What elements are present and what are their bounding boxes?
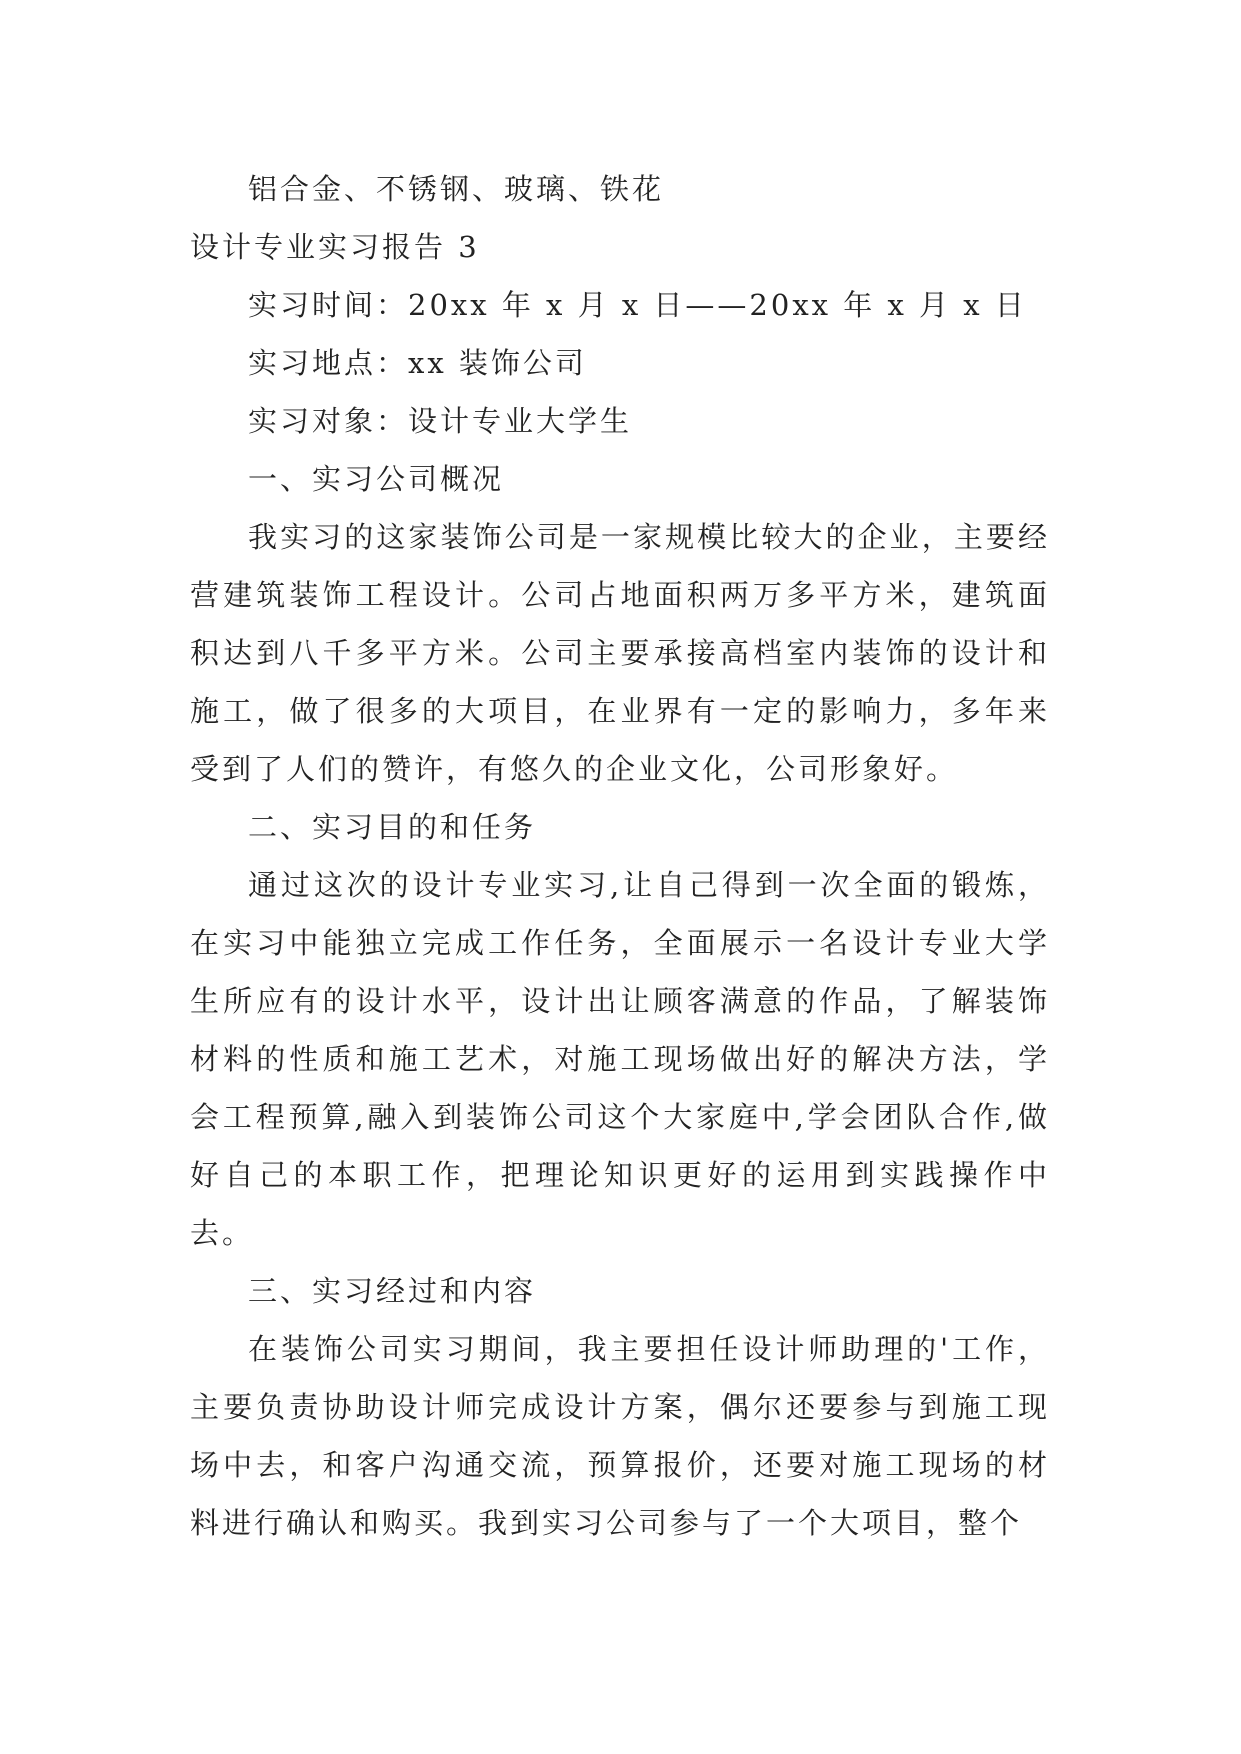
section-heading-1: 一、实习公司概况 — [248, 462, 505, 496]
purpose-paragraph: 通过这次的设计专业实习,让自己得到一次全面的锻炼，在实习中能独立完成工作任务，全面展示一名设计专业大学生所应有的设计水平，设计出让顾客满意的作品，了解装饰材料的性质和施工艺术，对施工现场做出好的解决方法，学会工程预算,融入到装饰公司这个大家庭中,学会团队合作,做好自己的本职工作，把理论知识更好的运用到实践操作中去。 — [190, 868, 1050, 1250]
internship-time: 实习时间：20xx 年 x 月 x 日——20xx 年 x 月 x 日 — [248, 288, 1027, 322]
materials-line: 铝合金、不锈钢、玻璃、铁花 — [248, 172, 665, 206]
company-overview-paragraph: 我实习的这家装饰公司是一家规模比较大的企业，主要经营建筑装饰工程设计。公司占地面积两万多平方米，建筑面积达到八千多平方米。公司主要承接高档室内装饰的设计和施工，做了很多的大项目，在业界有一定的影响力，多年来受到了人们的赞许，有悠久的企业文化，公司形象好。 — [190, 520, 1050, 786]
internship-target: 实习对象：设计专业大学生 — [248, 404, 633, 438]
process-paragraph: 在装饰公司实习期间，我主要担任设计师助理的'工作，主要负责协助设计师完成设计方案，偶尔还要参与到施工现场中去，和客户沟通交流，预算报价，还要对施工现场的材料进行确认和购买。我到实习公司参与了一个大项目，整个 — [190, 1332, 1050, 1540]
document-body — [190, 160, 1050, 1552]
report-title: 设计专业实习报告 3 — [190, 230, 480, 264]
section-heading-2: 二、实习目的和任务 — [248, 810, 537, 844]
internship-location: 实习地点：xx 装饰公司 — [248, 346, 587, 380]
section-heading-3: 三、实习经过和内容 — [248, 1274, 537, 1308]
